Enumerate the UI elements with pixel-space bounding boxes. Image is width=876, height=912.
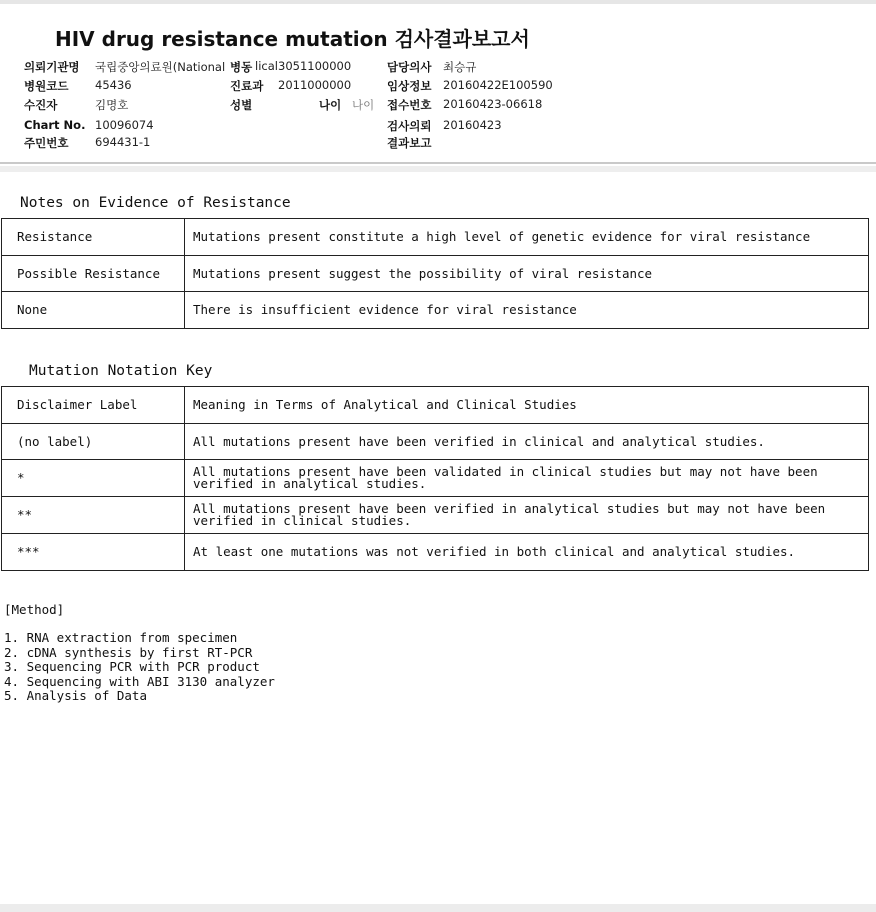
method-step: 1. RNA extraction from specimen [4,630,238,645]
test-request-value: 20160423 [443,118,502,132]
chart-no-label: Chart No. [24,118,86,132]
receipt-no-value: 20160423-06618 [443,97,543,111]
method-steps-list [4,631,275,704]
evidence-text-cell: Mutations present constitute a high level of genetic evidence for viral resistance [185,219,869,256]
table-row [2,387,869,424]
notation-section-title: Mutation Notation Key [29,363,213,379]
method-step: 2. cDNA synthesis by first RT-PCR [4,644,253,660]
age-value: 나이 [352,98,375,112]
notation-table [1,386,869,571]
method-step: 3. Sequencing PCR with PCR product [4,659,260,675]
hospital-code-label: 병원코드 [24,79,69,93]
evidence-table [1,218,869,329]
department-label: 진료과 [230,79,264,93]
table-row [2,292,869,329]
table-row [2,534,869,571]
report-header [0,4,876,164]
table-row [2,256,869,292]
department-value: 2011000000 [278,78,352,92]
notation-label-cell: * [2,460,185,497]
evidence-text-cell: There is insufficient evidence for viral resistance [185,292,869,329]
evidence-text-cell: Mutations present suggest the possibility of viral resistance [185,256,869,292]
method-step: 4. Sequencing with ABI 3130 analyzer [4,673,275,689]
age-label: 나이 [319,98,342,112]
test-request-label: 검사의뢰 [387,119,432,133]
notation-label-cell: (no label) [2,424,185,460]
evidence-section-title: Notes on Evidence of Resistance [20,195,291,211]
ward-label: 병동 [230,60,253,74]
notation-label-cell: *** [2,534,185,571]
notation-text-cell: At least one mutations was not verified in both clinical and analytical studies. [185,534,869,571]
table-row [2,497,869,534]
evidence-label-cell: None [2,292,185,329]
method-step: 5. Analysis of Data [4,688,147,704]
clinical-info-value: 20160422E100590 [443,78,553,92]
notation-text-cell: All mutations present have been verified in clinical and analytical studies. [185,424,869,460]
notation-label-cell: Disclaimer Label [2,387,185,424]
receipt-no-label: 접수번호 [387,98,432,112]
resident-no-label: 주민번호 [24,136,69,150]
result-report-label: 결과보고 [387,136,432,150]
table-row [2,424,869,460]
sex-label: 성별 [230,98,253,112]
notation-label-cell: ** [2,497,185,534]
requesting-institution-label: 의뢰기관명 [24,60,80,74]
notation-text-cell: All mutations present have been verified in analytical studies but may not have been verified in clinical studies. [185,497,869,534]
notation-text-cell: Meaning in Terms of Analytical and Clinical Studies [185,387,869,424]
table-row [2,460,869,497]
notation-text-cell: All mutations present have been validated in clinical studies but may not have been verified in analytical studies. [185,460,869,497]
physician-label: 담당의사 [387,60,432,74]
requesting-institution-value: 국립중앙의료원(National [95,60,226,74]
clinical-info-label: 임상정보 [387,79,432,93]
hospital-code-value: 45436 [95,78,132,92]
method-title: [Method] [4,602,65,617]
evidence-label-cell: Resistance [2,219,185,256]
physician-value: 최승규 [443,60,477,74]
patient-label: 수진자 [24,98,58,112]
evidence-label-cell: Possible Resistance [2,256,185,292]
ward-code-value: 3051100000 [278,59,352,73]
patient-value: 김명호 [95,98,129,112]
header-divider-band [0,166,876,172]
table-row [2,219,869,256]
resident-no-value: 694431-1 [95,135,151,149]
report-title: HIV drug resistance mutation 검사결과보고서 [55,27,530,51]
chart-no-value: 10096074 [95,118,154,132]
bottom-border [0,904,876,912]
ward-value: lical [255,59,278,73]
